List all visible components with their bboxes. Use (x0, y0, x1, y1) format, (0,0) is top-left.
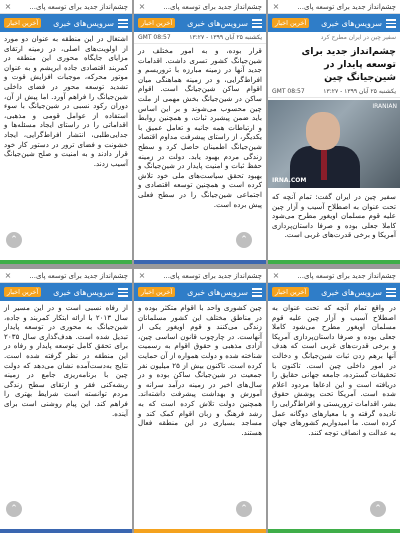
latest-news-button[interactable]: آخرین اخبار (4, 18, 41, 28)
menu-icon[interactable] (252, 18, 262, 28)
close-icon[interactable]: × (138, 270, 146, 280)
panel-1 (268, 0, 400, 264)
article-body: از رفاه نسبی است و در این مسیر از سال ۲۰۱۳ با ارائه ابتکار کمربند و جاده، شین‌جیانگ به محوری در توسعه پایدار تبدیل شده است. هدف‌گذاری سال ۲۰۳۵ برای تحقق کامل توسعه پایدار و رفاه در این منطقه در نظر گرفته شده است. نتایج به‌دست‌آمده نشان می‌دهد که دولت چین با برنامه‌ریزی جامع در زمینه ریشه‌کنی فقر و ارتقای سطح زندگی مردم توانسته است شرایط بهتری را فراهم کند. این پیام روشنی است برای آینده. (4, 303, 128, 418)
article-time: GMT 08:57 (138, 34, 171, 41)
article-body: سفیر چین در ایران گفت: تمام آنچه که تحت عنوان به اصطلاح آسیب و آزار چین علیه قوم مسلمان اویغور مطرح می‌شود کاملا جعلی بوده و صرفا داستان‌پردازی آمریکا و برخی قدرت‌های غربی است. (272, 192, 396, 240)
scroll-up-icon[interactable]: ⌃ (236, 501, 252, 517)
section-title[interactable]: سرویس‌های خبری (321, 18, 382, 28)
section-title[interactable]: سرویس‌های خبری (53, 287, 114, 297)
tab-title: چشم‌انداز جدید برای توسعه پای... (29, 271, 128, 280)
latest-news-button[interactable]: آخرین اخبار (138, 287, 175, 297)
close-icon[interactable]: × (4, 270, 12, 280)
scroll-up-icon[interactable]: ⌃ (236, 232, 252, 248)
section-title[interactable]: سرویس‌های خبری (53, 18, 114, 28)
article-time: GMT 08:57 (272, 88, 305, 95)
close-icon[interactable]: × (138, 1, 146, 11)
browser-tab[interactable] (0, 0, 132, 14)
article-kicker: سفیر چین در ایران مطرح کرد (320, 34, 396, 41)
article-body: اشتغال در این منطقه به عنوان دو مورد از اولویت‌های اصلی، در زمینه ارتقای مزایای جایگاه محوری این منطقه در کمربند اقتصادی جاده ابریشم و به عنوان موتور محرکه، موجبات افزایش قوت و تشدید توسعه محور در فضای داخلی شین‌جیانگ را فراهم آورد. اما پیش از آن، دوران رکود نسبی در شین‌جیانگ با سوء استفاده از عوامل قومی و مذهبی، اقداماتی را در راستای ایجاد مسئله‌ها و جدایی‌طلبی، انتشار افراط‌گرایی، ایجاد خشونت و فضای ترور در دستور کار خود قرار دادند و به امنیت و صلح شین‌جیانگ آسیب زدند. (4, 34, 128, 168)
menu-icon[interactable] (252, 287, 262, 297)
panel-4 (268, 269, 400, 533)
bottom-stripe (134, 529, 266, 533)
article-date: یکشنبه ۲۵ آبان ۱۳۹۹ - ۱۳:۲۷ (323, 88, 396, 95)
article-headline: چشم‌انداز جدید برای توسعه پایدار در شین‌جیانگ چین (301, 46, 396, 83)
photo-credit: IRNA.COM (272, 177, 307, 184)
panel-5 (134, 269, 266, 533)
photo-watermark: IRANIAN (372, 103, 397, 110)
tab-title: چشم‌انداز جدید برای توسعه پای... (297, 2, 396, 11)
article-date: یکشنبه ۲۵ آبان ۱۳۹۹ - ۱۳:۲۷ (189, 34, 262, 41)
menu-icon[interactable] (118, 287, 128, 297)
browser-tab[interactable] (134, 269, 266, 283)
section-title[interactable]: سرویس‌های خبری (187, 18, 248, 28)
bottom-stripe (134, 260, 266, 264)
tab-title: چشم‌انداز جدید برای توسعه پای... (297, 271, 396, 280)
menu-icon[interactable] (118, 18, 128, 28)
section-title[interactable]: سرویس‌های خبری (187, 287, 248, 297)
bottom-stripe (268, 260, 400, 264)
site-header (134, 14, 266, 32)
tab-title: چشم‌انداز جدید برای توسعه پای... (163, 271, 262, 280)
section-title[interactable]: سرویس‌های خبری (321, 287, 382, 297)
browser-tab[interactable] (134, 0, 266, 14)
article-body: در واقع تمام آنچه که تحت عنوان به اصطلاح آسیب و آزار چین علیه قوم مسلمان اویغور مطرح می‌شود کاملا جعلی بوده و صرفا داستان‌پردازی آمریکا و برخی قدرت‌های غربی است که هدف آنها برهم زدن ثبات شین‌جیانگ و دخالت در امور داخلی چین است. تاکنون با تحقیقات گسترده، جامعه جهانی حقایق را دریافته است و این ادعاها مردود اعلام شده است. آمریکا تحت پوشش حقوق بشر، اقدامات تروریستی و افراط‌گرایی را نادیده گرفته و با معیارهای دوگانه عمل کرده است. ما امیدواریم کشورهای جهان به عدالت و انصاف توجه کنند. (272, 303, 396, 437)
latest-news-button[interactable]: آخرین اخبار (138, 18, 175, 28)
close-icon[interactable]: × (4, 1, 12, 11)
bottom-stripe (268, 529, 400, 533)
latest-news-button[interactable]: آخرین اخبار (4, 287, 41, 297)
browser-tab[interactable] (268, 0, 400, 14)
menu-icon[interactable] (386, 287, 396, 297)
tab-title: چشم‌انداز جدید برای توسعه پای... (29, 2, 128, 11)
site-header (0, 14, 132, 32)
scroll-up-icon[interactable]: ⌃ (370, 501, 386, 517)
close-icon[interactable]: × (272, 270, 280, 280)
article-body: قرار بوده، و به امور مختلف در شین‌جیانگ کشور تسری داشت. اقدامات جدید آنها در زمینه مبارزه با تروریسم و افراط‌گرایی، و در زمینه هماهنگی میان اقوام ساکن شین‌جیانگ است. اقوام ساکن در شین‌جیانگ بخش مهمی از ملت چین محسوب می‌شوند و بر این اساس باید ضمن پیشبرد ثبات، و همچنین روابط و ارتباطات همه جانبه و تعامل عمیق با یکدیگر، از راستای پیشرفت مداوم اقتصاد شین‌جیانگ اطمینان حاصل کرد و سطح زندگی مردم بهبود یابد. دولت در زمینه حفظ ثبات و امنیت پایدار در شین‌جیانگ و بهبود تحقق سیاست‌های ملی خود تلاش کرده است و همچنین توسعه اقتصادی و اجتماعی شین‌جیانگ را در سطح فعلی پیش برده است. (138, 46, 262, 209)
panel-6 (0, 269, 132, 533)
scroll-up-icon[interactable]: ⌃ (6, 232, 22, 248)
panel-2 (134, 0, 266, 264)
article-photo (268, 100, 400, 188)
panel-3 (0, 0, 132, 264)
close-icon[interactable]: × (272, 1, 280, 11)
tab-title: چشم‌انداز جدید برای توسعه پای... (163, 2, 262, 11)
browser-tab[interactable] (268, 269, 400, 283)
article-meta (134, 32, 266, 44)
article-body: چین کشوری واحد با اقوام متکثر بوده و در مناطق مختلف این کشور مسلمانان زندگی می‌کنند و قوم اویغور یکی از آنهاست. در چارچوب قانون اساسی چین، آزادی مذهبی و حقوق اقوام به رسمیت شناخته شده و دولت همواره از آن حمایت کرده است. تاکنون بیش از ۲۵ میلیون نفر جمعیت در شین‌جیانگ ساکن بوده و در سال‌های اخیر در زمینه درآمد سرانه و آموزش و بهداشت پیشرفت داشته‌اند. همچنین دولت تلاش کرده است که به رشد فرهنگ و زبان اقوام کمک کند و مساجد بسیاری در این منطقه فعال هستند. (138, 303, 262, 437)
browser-tab[interactable] (0, 269, 132, 283)
site-header (134, 283, 266, 301)
article-meta (268, 86, 400, 98)
scroll-up-icon[interactable]: ⌃ (6, 501, 22, 517)
latest-news-button[interactable]: آخرین اخبار (272, 18, 309, 28)
bottom-stripe (0, 260, 132, 264)
site-header (268, 283, 400, 301)
latest-news-button[interactable]: آخرین اخبار (272, 287, 309, 297)
menu-icon[interactable] (386, 18, 396, 28)
bottom-stripe (0, 529, 132, 533)
site-header (268, 14, 400, 32)
site-header (0, 283, 132, 301)
